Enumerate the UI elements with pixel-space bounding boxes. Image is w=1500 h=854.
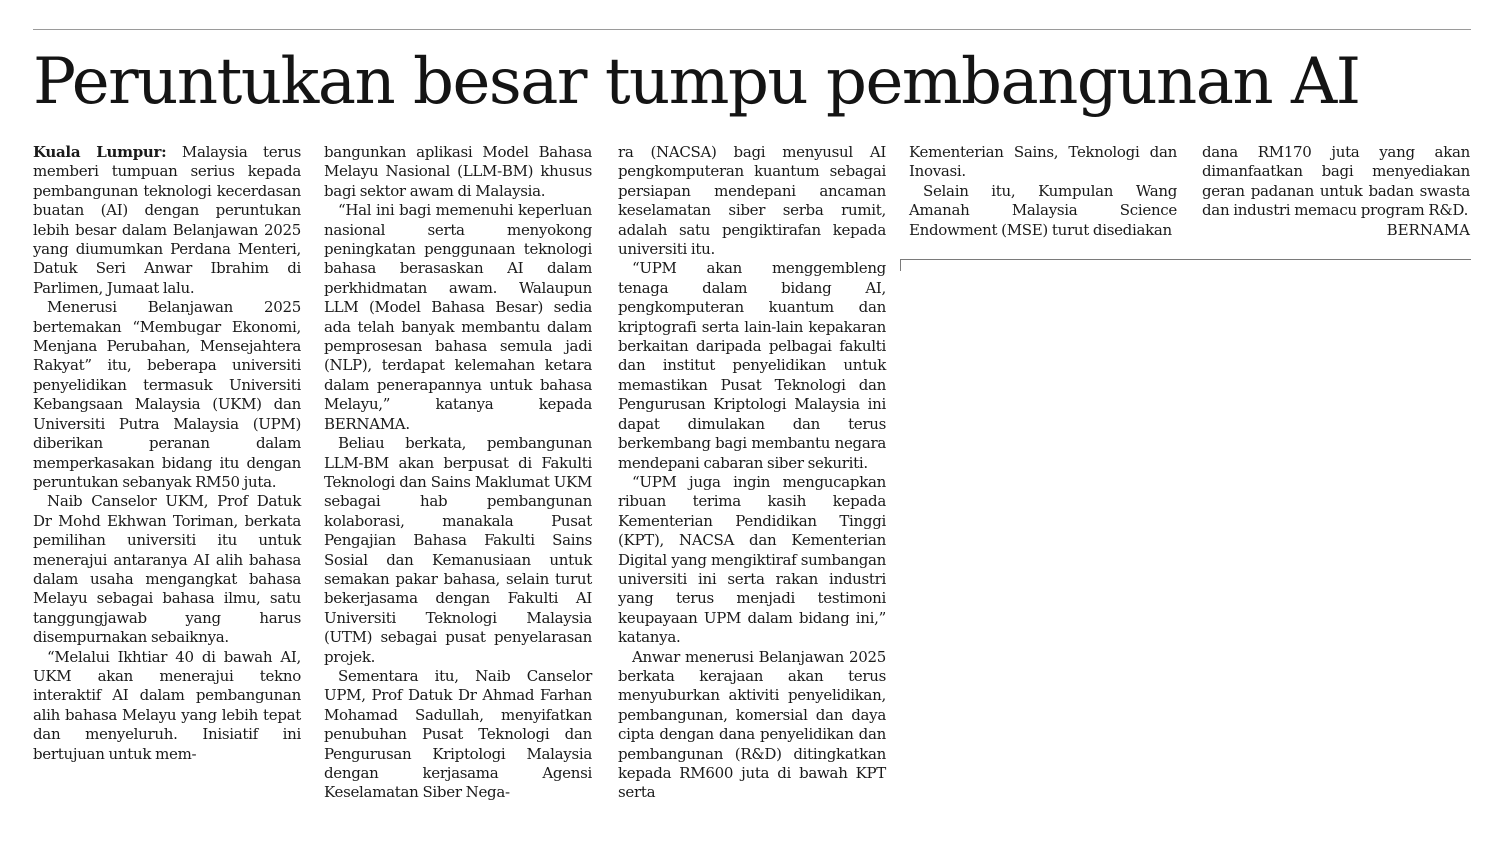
paragraph: ra (NACSA) bagi menyusul AI pengkomputeran kuantum sebagai persiapan mendepani ancaman keselamatan siber serba rumit, adalah satu pengiktirafan kepada universiti itu. [618,143,886,259]
paragraph: Sementara itu, Naib Canselor UPM, Prof Datuk Dr Ahmad Farhan Mohamad Sadullah, menyifatkan penubuhan Pusat Teknologi dan Pengurusan Kriptologi Malaysia dengan kerjasama Agensi Keselamatan Siber Nega- [324,666,592,802]
paragraph-text: Malaysia terus memberi tumpuan serius kepada pembangunan teknologi kecerdasan buatan (AI) dengan peruntukan lebih besar dalam Belanjawan 2025 yang diumumkan Perdana Menteri, Datuk Seri Anwar Ibrahim di Parlimen, Jumaat lalu. [33,143,301,297]
paragraph: “UPM akan menggembleng tenaga dalam bidang AI, pengkomputeran kuantum dan kriptografi serta lain-lain kepakaran berkaitan daripada pelbagai fakulti dan institut penyelidikan untuk memastikan Pusat Teknologi dan Pengurusan Kriptologi Malaysia ini dapat dimulakan dan terus berkembang bagi membantu negara mendepani cabaran siber sekuriti. [618,259,886,472]
article-column-5 [1202,143,1470,240]
dateline: Kuala Lumpur: [33,143,167,161]
article-column-1 [33,143,301,764]
paragraph-text: dana RM170 juta yang akan dimanfaatkan bagi menyediakan geran padanan untuk badan swasta dan industri memacu program R&D. [1202,143,1470,220]
headline: Peruntukan besar tumpu pembangunan AI [33,45,1360,119]
paragraph: bangunkan aplikasi Model Bahasa Melayu Nasional (LLM-BM) khusus bagi sektor awam di Malaysia. [324,143,592,200]
top-rule [33,29,1471,30]
article-column-4 [909,143,1177,240]
paragraph: Selain itu, Kumpulan Wang Amanah Malaysia Science Endowment (MSE) turut disediakan [909,181,1177,239]
paragraph [33,143,301,298]
article-column-2 [324,143,592,803]
paragraph: Naib Canselor UKM, Prof Datuk Dr Mohd Ekhwan Toriman, berkata pemilihan universiti itu untuk menerajui antaranya AI alih bahasa dalam usaha mengangkat bahasa Melayu sebagai bahasa ilmu, satu tanggungjawab yang harus disempurnakan sebaiknya. [33,492,301,647]
paragraph: Menerusi Belanjawan 2025 bertemakan “Membugar Ekonomi, Menjana Perubahan, Mensejahtera Rakyat” itu, beberapa universiti penyelidikan termasuk Universiti Kebangsaan Malaysia (UKM) dan Universiti Putra Malaysia (UPM) diberikan peranan dalam memperkasakan bidang itu dengan peruntukan sebanyak RM50 juta. [33,298,301,491]
paragraph: “UPM juga ingin mengucapkan ribuan terima kasih kepada Kementerian Pendidikan Tinggi (KPT), NACSA dan Kementerian Digital yang mengiktiraf sumbangan universiti ini serta rakan industri yang terus menjadi testimoni keupayaan UPM dalam bidang ini,” katanya. [618,472,886,647]
paragraph: “Hal ini bagi memenuhi keperluan nasional serta menyokong peningkatan penggunaan teknologi bahasa berasaskan AI dalam perkhidmatan awam. Walaupun LLM (Model Bahasa Besar) sedia ada telah banyak membantu dalam pemprosesan bahasa semula jadi (NLP), terdapat kelemahan ketara dalam penerapannya untuk bahasa Melayu,” katanya kepada BERNAMA. [324,201,592,433]
paragraph: Anwar menerusi Belanjawan 2025 berkata kerajaan akan terus menyuburkan aktiviti penyelidikan, pembangunan, komersial dan daya cipta dengan dana penyelidikan dan pembangunan (R&D) ditingkatkan kepada RM600 juta di bawah KPT serta [618,647,886,802]
article-column-3 [618,143,886,803]
byline-credit: BERNAMA [1386,220,1470,239]
end-rule [900,259,1471,260]
paragraph: “Melalui Ikhtiar 40 di bawah AI, UKM akan menerajui tekno interaktif AI dalam pembangunan alih bahasa Melayu yang lebih tepat dan menyeluruh. Inisiatif ini bertujuan untuk mem- [33,647,301,763]
paragraph: Beliau berkata, pembangunan LLM-BM akan berpusat di Fakulti Teknologi dan Sains Maklumat UKM sebagai hab pembangunan kolaborasi, manakala Pusat Pengajian Bahasa Fakulti Sains Sosial dan Kemanusiaan untuk semakan pakar bahasa, selain turut bekerjasama dengan Fakulti AI Universiti Teknologi Malaysia (UTM) sebagai pusat penyelarasan projek. [324,434,592,666]
paragraph [1202,143,1470,239]
paragraph: Kementerian Sains, Teknologi dan Inovasi. [909,143,1177,181]
end-rule-tick [900,259,901,271]
